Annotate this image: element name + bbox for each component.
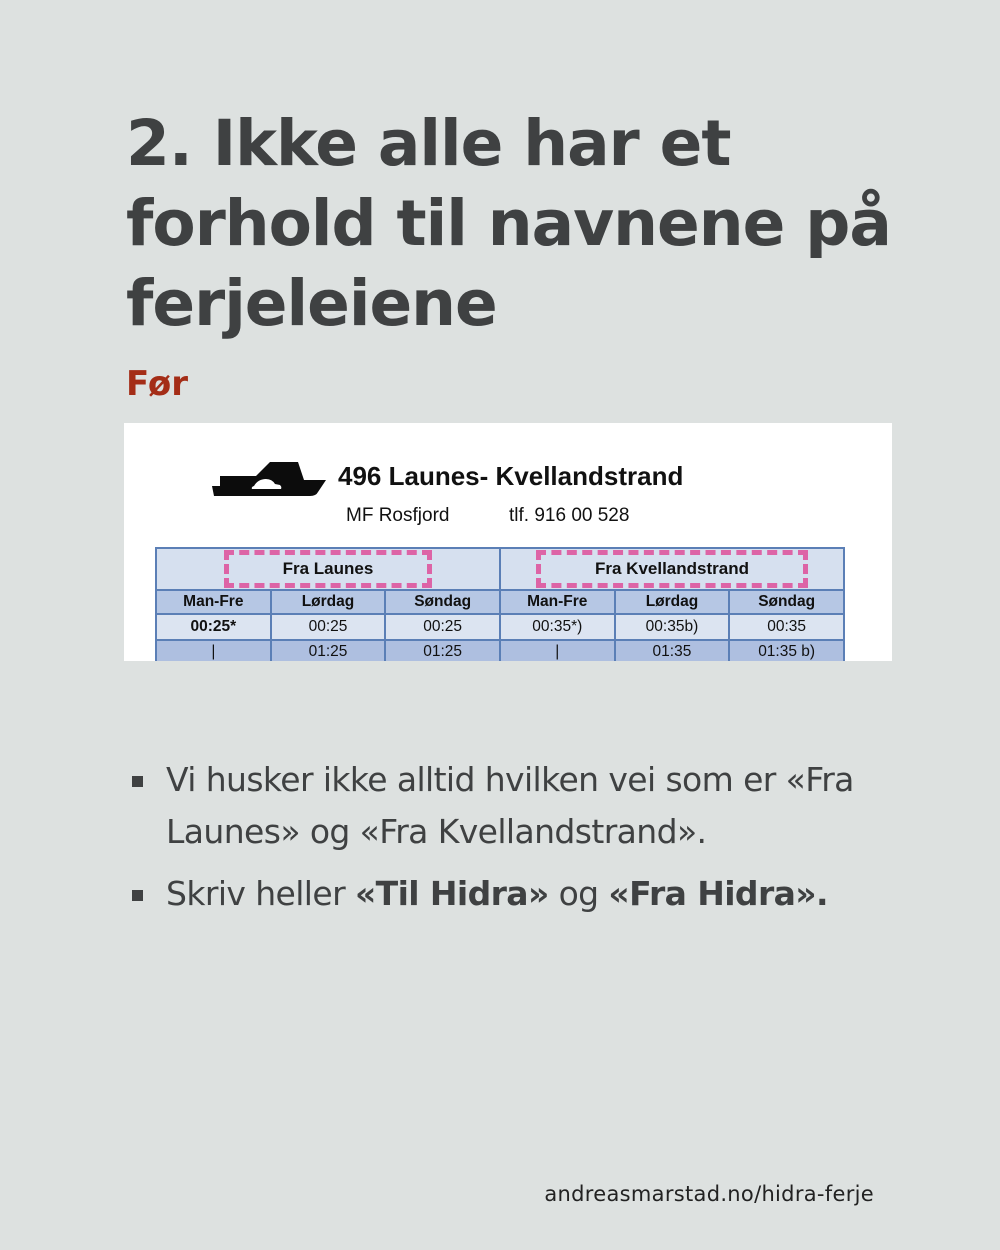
departure-time: | (156, 640, 271, 661)
departure-time: 01:35 b) (729, 640, 844, 661)
days-row (156, 590, 844, 614)
departure-time: 00:35*) (500, 614, 615, 640)
day-header: Lørdag (615, 590, 730, 614)
departure-time: 01:25 (385, 640, 500, 661)
direction-label-highlighted: Fra Launes (224, 550, 433, 588)
direction-header (500, 548, 844, 590)
direction-label-highlighted: Fra Kvellandstrand (536, 550, 808, 588)
departure-time: 01:25 (271, 640, 386, 661)
day-header: Lørdag (271, 590, 386, 614)
bullet-square-icon (132, 890, 143, 901)
bullet-list (128, 754, 908, 930)
timetable-screenshot (124, 423, 892, 661)
page-title: 2. Ikke alle har et forhold til navnene på ferjeleiene (126, 107, 891, 340)
table-row (156, 614, 844, 640)
day-header: Man-Fre (500, 590, 615, 614)
phone-number: tlf. 916 00 528 (509, 505, 630, 526)
bullet-text: Vi husker ikke alltid hvilken vei som er «Fra Launes» og «Fra Kvellandstrand». (166, 760, 854, 851)
bullet-item (128, 754, 908, 858)
table-row (156, 640, 844, 661)
departure-time: 01:35 (615, 640, 730, 661)
bullet-text: og (548, 874, 609, 913)
day-header: Søndag (385, 590, 500, 614)
bullet-emphasis: «Fra Hidra». (608, 874, 828, 913)
vessel-name: MF Rosfjord (346, 505, 450, 526)
departure-time: 00:25* (156, 614, 271, 640)
departure-time: 00:25 (271, 614, 386, 640)
departure-time: 00:35b) (615, 614, 730, 640)
departure-time: 00:35 (729, 614, 844, 640)
before-label: Før (126, 364, 188, 404)
day-header: Man-Fre (156, 590, 271, 614)
bullet-square-icon (132, 776, 143, 787)
route-name: 496 Launes- Kvellandstrand (338, 461, 684, 491)
direction-row (156, 548, 844, 590)
day-header: Søndag (729, 590, 844, 614)
departure-time: 00:25 (385, 614, 500, 640)
ferry-icon (212, 460, 328, 502)
footer-url: andreasmarstad.no/hidra-ferje (544, 1182, 874, 1206)
bullet-emphasis: «Til Hidra» (354, 874, 549, 913)
departure-time: | (500, 640, 615, 661)
bullet-text: Skriv heller (166, 874, 355, 913)
bullet-item (128, 868, 908, 920)
timetable-grid (155, 547, 845, 661)
direction-header (156, 548, 500, 590)
